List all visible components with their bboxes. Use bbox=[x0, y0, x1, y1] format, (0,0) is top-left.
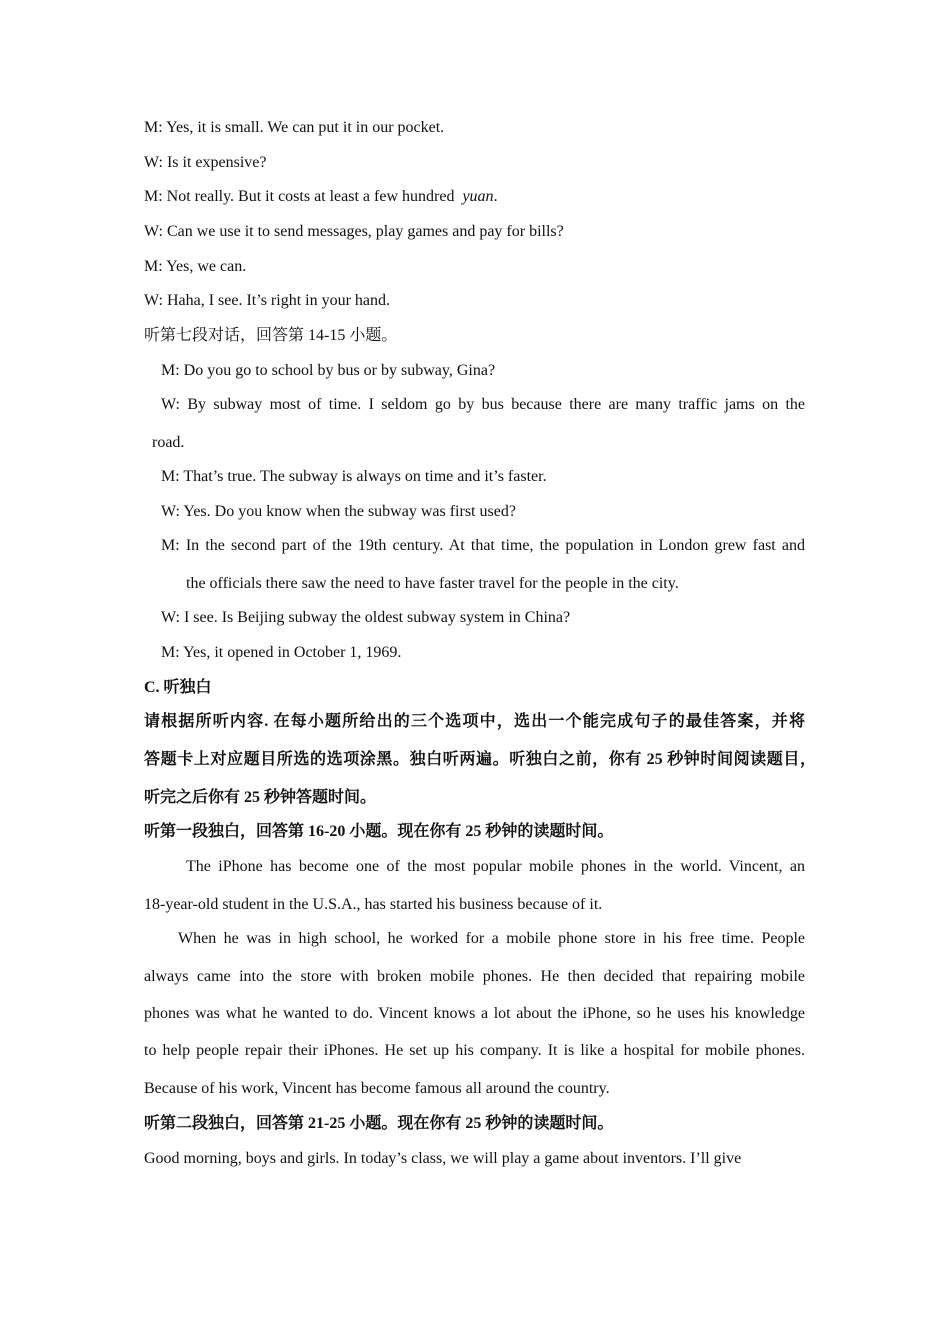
instructions-line: 请根据所听内容. 在每小题所给出的三个选项中，选出一个能完成句子的最佳答案，并将 bbox=[144, 713, 805, 730]
currency-word: yuan bbox=[462, 188, 494, 205]
period: . bbox=[493, 188, 498, 205]
monologue-line: 18-year-old student in the U.S.A., has started his business because of it. bbox=[144, 896, 603, 913]
monologue-line: Because of his work, Vincent has become famous all around the country. bbox=[144, 1080, 610, 1097]
instructions-line: 听完之后你有 25 秒钟答题时间。 bbox=[144, 789, 377, 806]
dialogue-line: M: Do you go to school by bus or by subway, Gina? bbox=[161, 362, 496, 379]
monologue-line: always came into the store with broken mobile phones. He then decided that repairing mobile bbox=[144, 968, 805, 985]
dialogue-line bbox=[144, 187, 498, 207]
monologue-line: to help people repair their iPhones. He set up his company. It is like a hospital for mobile phones. bbox=[144, 1042, 805, 1059]
dialogue-line: W: Haha, I see. It’s right in your hand. bbox=[144, 292, 391, 309]
dialogue-line: W: Is it expensive? bbox=[144, 154, 267, 171]
dialogue-line-continuation: road. bbox=[152, 434, 185, 451]
dialogue-line: M: Yes, it opened in October 1, 1969. bbox=[161, 644, 402, 661]
monologue-line: Good morning, boys and girls. In today’s class, we will play a game about inventors. I’ll give bbox=[144, 1150, 742, 1167]
monologue-line: phones was what he wanted to do. Vincent knows a lot about the iPhone, so he uses his knowledge bbox=[144, 1005, 805, 1022]
dialogue-line: W: I see. Is Beijing subway the oldest subway system in China? bbox=[161, 609, 571, 626]
monologue1-heading: 听第一段独白，回答第 16-20 小题。现在你有 25 秒钟的读题时间。 bbox=[144, 823, 614, 840]
dialogue-line: M: Yes, we can. bbox=[144, 258, 247, 275]
section-c-title: C. 听独白 bbox=[144, 679, 212, 696]
dialogue-line: W: By subway most of time. I seldom go by bus because there are many traffic jams on the bbox=[161, 396, 805, 413]
monologue2-heading: 听第二段独白，回答第 21-25 小题。现在你有 25 秒钟的读题时间。 bbox=[144, 1115, 614, 1132]
dialogue-line-continuation: the officials there saw the need to have faster travel for the people in the city. bbox=[186, 575, 679, 592]
dialogue-text: M: Not really. But it costs at least a few hundred bbox=[144, 188, 455, 205]
monologue-line: When he was in high school, he worked for a mobile phone store in his free time. People bbox=[178, 930, 805, 947]
instructions-line: 答题卡上对应题目所选的选项涂黑。独白听两遍。听独白之前，你有 25 秒钟时间阅读题目， bbox=[144, 751, 816, 768]
monologue-line: The iPhone has become one of the most popular mobile phones in the world. Vincent, an bbox=[186, 858, 805, 875]
dialogue-line: M: That’s true. The subway is always on time and it’s faster. bbox=[161, 468, 547, 485]
dialogue-line: M: In the second part of the 19th century. At that time, the population in London grew fast and bbox=[161, 537, 805, 554]
dialogue7-heading: 听第七段对话，回答第 14-15 小题。 bbox=[144, 327, 398, 344]
dialogue-line: W: Can we use it to send messages, play games and pay for bills? bbox=[144, 223, 564, 240]
dialogue-line: M: Yes, it is small. We can put it in our pocket. bbox=[144, 119, 445, 136]
dialogue-line: W: Yes. Do you know when the subway was first used? bbox=[161, 503, 516, 520]
